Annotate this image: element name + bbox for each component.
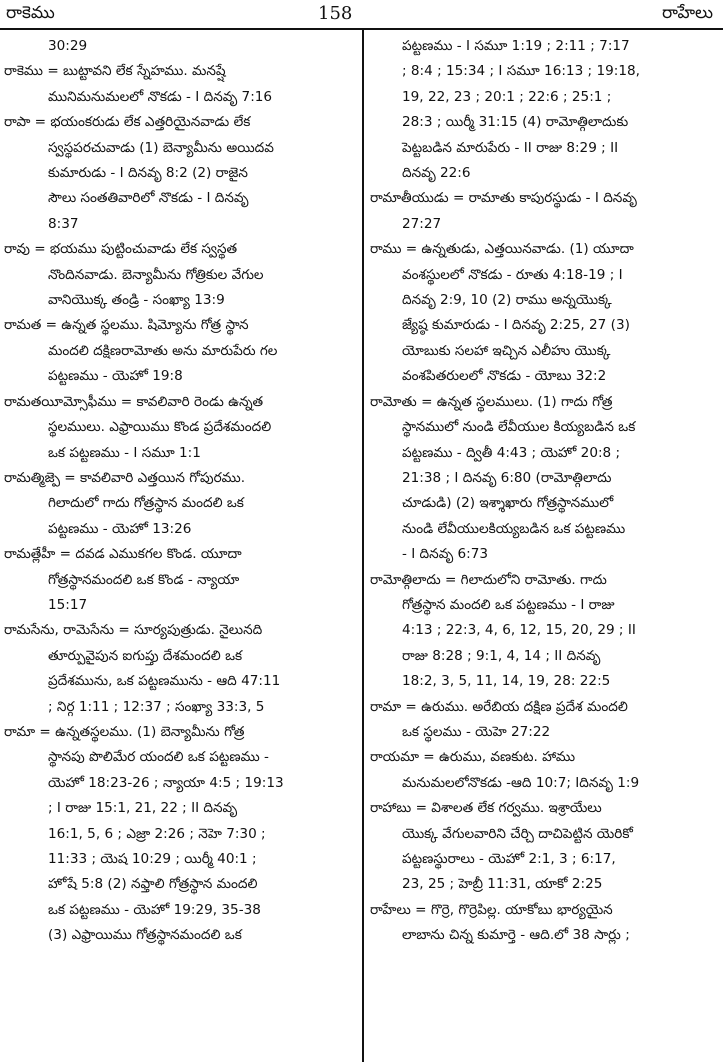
entry-text-line: గోత్రస్థానమందలి ఒక కొండ - న్యాయా	[48, 571, 240, 588]
entry-headword-line: రామత్లేహీ = దవడ ఎముకగల కొండ. యూదా	[4, 546, 242, 563]
entry-text-line: స్వస్థపరచువాడు (1) బెన్యామీను అయిదవ	[48, 139, 274, 156]
entry-text-line: పట్టణము - యెహో 19:8	[48, 368, 183, 385]
dictionary-entry	[4, 390, 354, 466]
entry-text-line: 15:17	[48, 596, 88, 613]
entry-text-line: మనుమలలోనొకడు -ఆది 10:7; Iదినవృ 1:9	[402, 774, 640, 791]
entry-text-line: 8:37	[48, 215, 79, 232]
entry-text-line: ఒక పట్టణము - I సమూ 1:1	[48, 444, 201, 461]
entry-headword-line: రాపా = భయంకరుడు లేక ఎత్తరియైనవాడు లేక	[4, 114, 251, 131]
dictionary-entry	[370, 695, 716, 746]
entry-headword-line: రామత్మిజ్పె = కావలివారి ఎత్తయిన గోపురము.	[4, 469, 246, 486]
entry-headword-line: రాయమా = ఉరుము, వణకుట. హాము	[370, 749, 576, 766]
entry-text-line: గోత్రస్థాన మందలి ఒక పట్టణము - I రాజు	[402, 596, 615, 613]
dictionary-entry	[370, 186, 716, 237]
entry-headword-line: రామత = ఉన్నత స్థలము. షిమ్యోను గోత్ర స్థాన	[4, 317, 249, 334]
entry-text-line: కుమారుడు - I దినవృ 8:2 (2) రాజైన	[48, 165, 248, 182]
entry-text-line: పట్టణము - యెహో 13:26	[48, 520, 192, 537]
entry-text-line: నుండి లేవీయులకియ్యబడిన ఒక పట్టణము	[402, 520, 626, 537]
entry-headword-line: రాకెము = బుట్టావని లేక స్నేహము. మనష్షే	[4, 63, 226, 80]
entry-text-line: నొందినవాడు. బెన్యామీను గోత్రికుల వేగుల	[48, 266, 264, 283]
page-header	[0, 0, 723, 30]
entry-text-line: 30:29	[48, 38, 88, 54]
right-column	[370, 34, 716, 1056]
entry-headword-line: రామా = ఉన్నతస్థలము. (1) బెన్యామీను గోత్ర	[4, 723, 245, 740]
entry-text-line: లాబాను చిన్న కుమార్తె - ఆది.లో 38 సార్లు ;	[402, 927, 630, 944]
dictionary-entry	[4, 110, 354, 237]
entry-headword-line: రామసేను, రామెసేను = సూర్యపుత్రుడు. నైలునది	[4, 622, 263, 639]
left-column	[4, 34, 354, 1056]
dictionary-entry	[4, 720, 354, 949]
dictionary-entry	[370, 796, 716, 898]
entry-text-line: తూర్పువైపున ఐగుప్తు దేశమందలి ఒక	[48, 647, 243, 664]
entry-text-line: దినవృ 22:6	[402, 165, 471, 182]
entry-text-line: మందలి దక్షిణరామోతు అను మారుపేరు గల	[48, 342, 278, 359]
entry-text-line: 18:2, 3, 5, 11, 14, 19, 28: 22:5	[402, 673, 611, 690]
entry-text-line: పట్టణము - ద్వితీ 4:43 ; యెహో 20:8 ;	[402, 444, 621, 461]
entry-text-line: రాజు 8:28 ; 9:1, 4, 14 ; II దినవృ	[402, 647, 601, 664]
entry-text-line: ; 8:4 ; 15:34 ; I సమూ 16:13 ; 19:18,	[402, 63, 640, 80]
dictionary-entry	[4, 466, 354, 542]
header-guide-word-right: రాహేలు	[661, 3, 713, 23]
entry-text-line: 11:33 ; యెష 10:29 ; యిర్మీ 40:1 ;	[48, 851, 257, 867]
dictionary-entry	[4, 618, 354, 720]
entry-text-line: యోబుకు సలహా ఇచ్చిన ఎలీహు యొక్క	[402, 342, 611, 359]
entry-headword-line: రామోత్గిలాదు = గిలాదులోని రామోతు. గాదు	[370, 571, 607, 588]
entry-text-line: పెట్టబడిన మారుపేరు - II రాజు 8:29 ; II	[402, 139, 619, 156]
entry-text-line: 19, 22, 23 ; 20:1 ; 22:6 ; 25:1 ;	[402, 88, 612, 105]
entry-text-line: 27:27	[402, 215, 442, 232]
entry-headword-line: రాహేలు = గొర్రె, గొర్రెపిల్ల. యాకోబు భార్యయైన	[370, 901, 613, 918]
entry-text-line: స్థానములో నుండి లేవీయుల కియ్యబడిన ఒక	[402, 419, 636, 436]
entry-text-line: యొక్క వేగులవారిని చేర్చి దాచిపెట్టిన యెరికో	[402, 825, 633, 842]
entry-text-line: వంశపితరులలో నొకడు - యోబు 32:2	[402, 368, 607, 385]
page-number: 158	[318, 3, 353, 24]
entry-text-line: స్థానపు పొలిమేర యందలి ఒక పట్టణము -	[48, 749, 269, 766]
entry-text-line: వంశస్థులలో నొకడు - రూతు 4:18-19 ; I	[402, 266, 623, 283]
entry-text-line: ; I రాజు 15:1, 21, 22 ; II దినవృ	[48, 800, 238, 817]
header-guide-word-left: రాకెము	[6, 3, 55, 23]
dictionary-entry	[4, 542, 354, 618]
entry-text-line: చూడుడి) (2) ఇశ్శాఖారు గోత్రస్థానములో	[402, 495, 614, 512]
dictionary-entry	[370, 34, 716, 186]
entry-text-line: 16:1, 5, 6 ; ఎజ్రా 2:26 ; నెహె 7:30 ;	[48, 825, 266, 842]
entry-text-line: పట్టణస్థురాలు - యెహో 2:1, 3 ; 6:17,	[402, 851, 616, 867]
entry-text-line: 4:13 ; 22:3, 4, 6, 12, 15, 20, 29 ; II	[402, 622, 636, 639]
entry-headword-line: రామోతు = ఉన్నత స్థలములు. (1) గాదు గోత్ర	[370, 393, 613, 410]
entry-headword-line: రామా = ఉరుము. అరేబియ దక్షిణ ప్రదేశ మందలి	[370, 698, 628, 715]
entry-text-line: మునిమనుమలలో నొకడు - I దినవృ 7:16	[48, 88, 273, 105]
entry-text-line: ; నిర్గ 1:11 ; 12:37 ; సంఖ్యా 33:3, 5	[48, 698, 265, 715]
dictionary-entry	[370, 390, 716, 568]
dictionary-entry	[370, 898, 716, 949]
dictionary-entry	[4, 237, 354, 313]
entry-text-line: 28:3 ; యిర్మీ 31:15 (4) రామోత్గిలాదుకు	[402, 114, 629, 131]
entry-text-line: వానియొక్క తండ్రి - సంఖ్యా 13:9	[48, 292, 225, 309]
dictionary-entry	[4, 313, 354, 389]
entry-text-line: యెహో 18:23-26 ; న్యాయా 4:5 ; 19:13	[48, 774, 284, 791]
entry-text-line: (3) ఎఫ్రాయిము గోత్రస్థానమందలి ఒక	[48, 927, 242, 944]
dictionary-entry	[370, 745, 716, 796]
entry-text-line: జ్యేష్ఠ కుమారుడు - I దినవృ 2:25, 27 (3)	[402, 317, 630, 334]
entry-text-line: సౌలు సంతతివారిలో నొకడు - I దినవృ	[48, 190, 249, 207]
entry-text-line: గిలాదులో గాదు గోత్రస్థాన మందలి ఒక	[48, 495, 244, 512]
entry-text-line: ఒక పట్టణము - యెహో 19:29, 35-38	[48, 901, 261, 918]
entry-headword-line: రామతయీమ్సోఫీము = కావలివారి రెండు ఉన్నత	[4, 393, 264, 410]
entry-headword-line: రామాతీయుడు = రామాతు కాపురస్థుడు - I దినవృ	[370, 190, 637, 207]
entry-headword-line: రావు = భయము పుట్టించువాడు లేక స్వస్థత	[4, 241, 238, 258]
column-divider	[362, 28, 364, 1062]
dictionary-entry	[4, 59, 354, 110]
entry-text-line: ప్రదేశమును, ఒక పట్టణమును - ఆది 47:11	[48, 673, 281, 690]
entry-text-line: 23, 25 ; హెబ్రీ 11:31, యాకో 2:25	[402, 876, 603, 893]
entry-text-line: 21:38 ; I దినవృ 6:80 (రామోత్గిలాదు	[402, 469, 612, 486]
entry-text-line: పట్టణము - I సమూ 1:19 ; 2:11 ; 7:17	[402, 38, 630, 54]
entry-text-line: - I దినవృ 6:73	[402, 546, 489, 563]
entry-text-line: హోషే 5:8 (2) నఫ్తాలి గోత్రస్థాన మందలి	[48, 876, 258, 893]
dictionary-entry	[370, 568, 716, 695]
entry-headword-line: రాహాబు = విశాలత లేక గర్వము. ఇశ్రాయేలు	[370, 800, 602, 817]
dictionary-entry	[370, 237, 716, 389]
dictionary-entry	[4, 34, 354, 59]
entry-text-line: దినవృ 2:9, 10 (2) రాము అన్నయొక్క	[402, 292, 612, 309]
entry-text-line: స్థలములు. ఎఫ్రాయిము కొండ ప్రదేశమందలి	[48, 419, 272, 436]
entry-text-line: ఒక స్థలము - యెహె 27:22	[402, 723, 551, 740]
entry-headword-line: రాము = ఉన్నతుడు, ఎత్తయినవాడు. (1) యూదా	[370, 241, 634, 258]
